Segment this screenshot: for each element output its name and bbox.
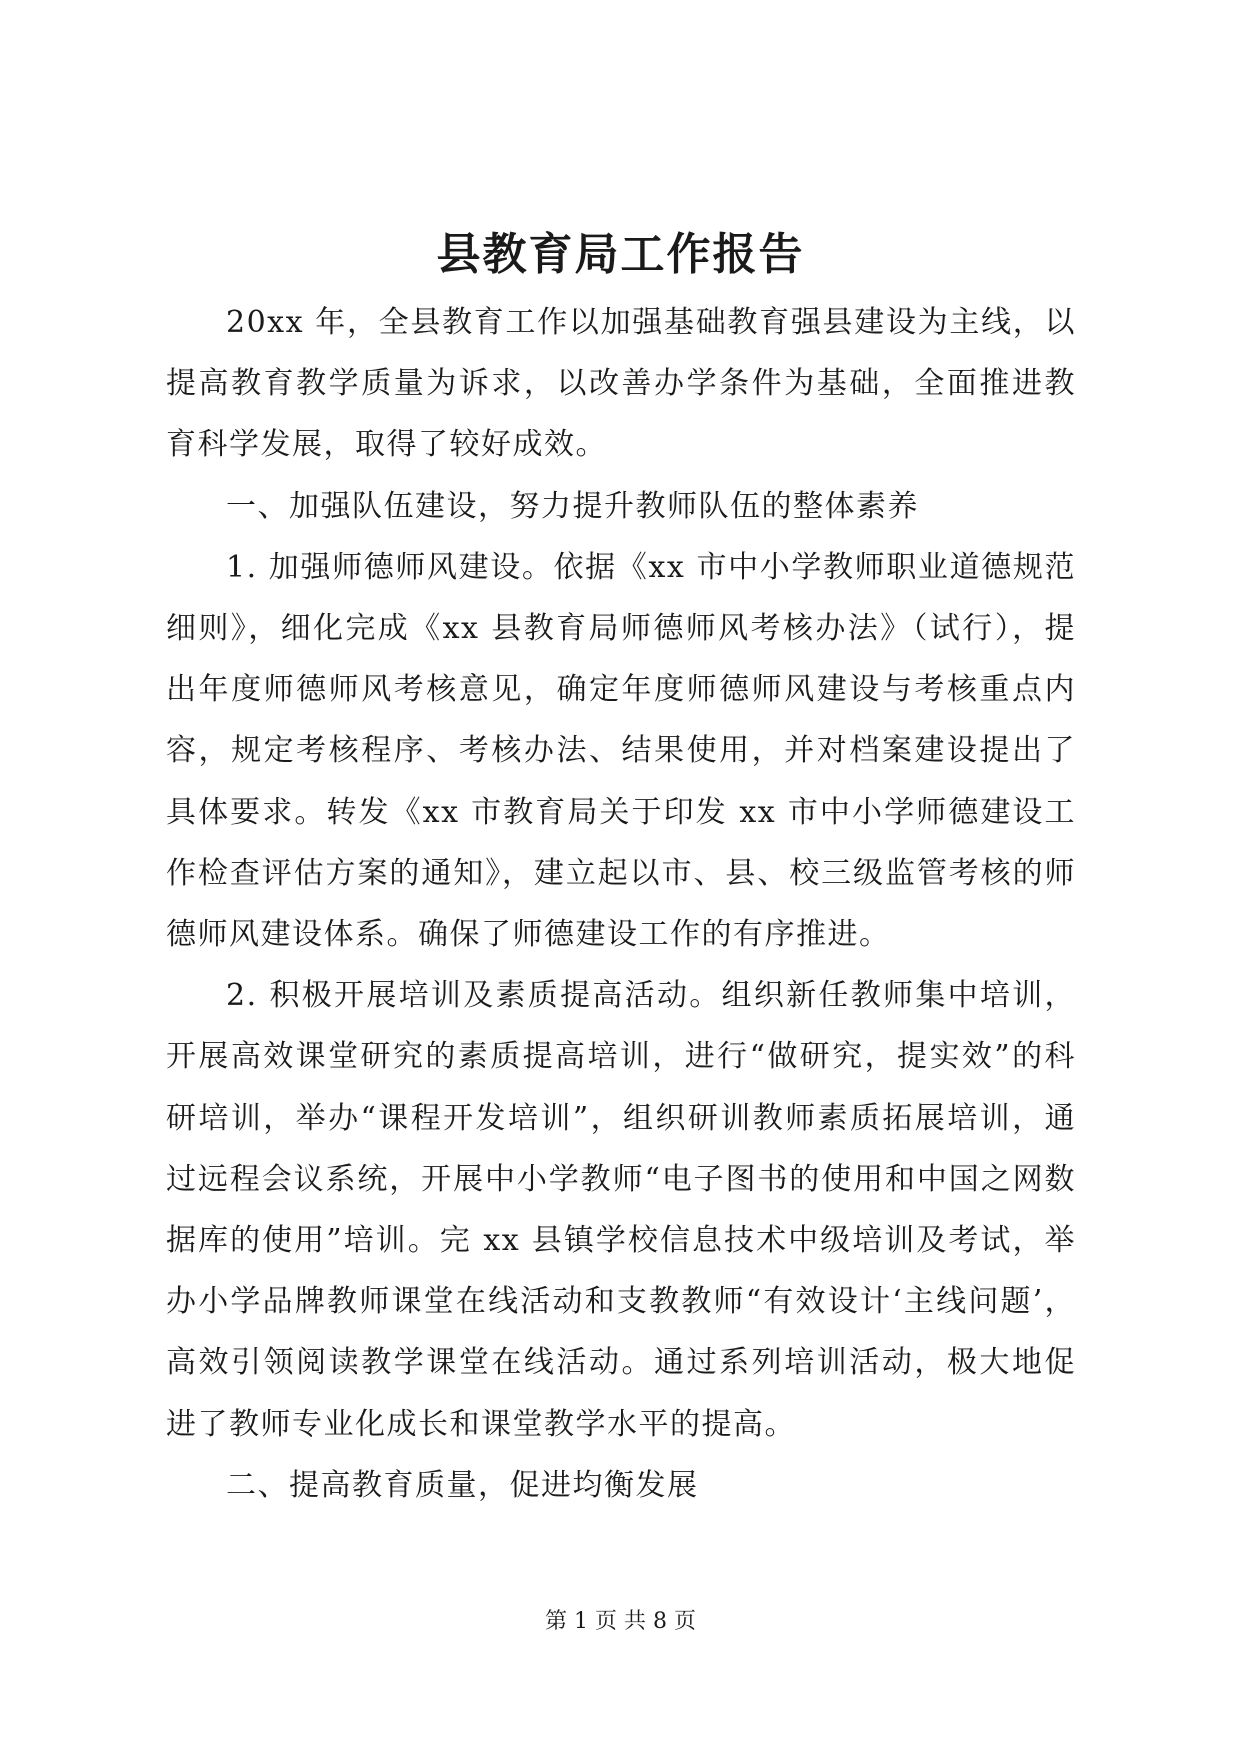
paragraph-intro: 20xx 年，全县教育工作以加强基础教育强县建设为主线，以提高教育教学质量为诉求，以改善办学条件为基础，全面推进教育科学发展，取得了较好成效。: [166, 305, 1076, 463]
section-heading-1: 一、加强队伍建设，努力提升教师队伍的整体素养: [226, 488, 919, 524]
page-number-footer: 第 1 页 共 8 页: [545, 1609, 696, 1634]
document-body: [166, 292, 1076, 1516]
paragraph-item-1: 1. 加强师德师风建设。依据《xx 市中小学教师职业道德规范细则》，细化完成《xx 县教育局师德师风考核办法》（试行），提出年度师德师风考核意见，确定年度师德师风建设与考核重点内容，规定考核程序、考核办法、结果使用，并对档案建设提出了具体要求。转发《xx 市教育局关于印发 xx 市中小学师德建设工作检查评估方案的通知》，建立起以市、县、校三级监管考核的师德师风建设体系。确保了师德建设工作的有序推进。: [166, 549, 1076, 953]
document-title: 县教育局工作报告: [436, 229, 805, 280]
paragraph-item-2: 2. 积极开展培训及素质提高活动。组织新任教师集中培训，开展高效课堂研究的素质提高培训，进行“做研究，提实效”的科研培训，举办“课程开发培训”，组织研训教师素质拓展培训，通过远程会议系统，开展中小学教师“电子图书的使用和中国之网数据库的使用”培训。完 xx 县镇学校信息技术中级培训及考试，举办小学品牌教师课堂在线活动和支教教师“有效设计‘主线问题’，高效引领阅读教学课堂在线活动。通过系列培训活动，极大地促进了教师专业化成长和课堂教学水平的提高。: [166, 978, 1076, 1442]
section-heading-2: 二、提高教育质量，促进均衡发展: [226, 1467, 699, 1503]
